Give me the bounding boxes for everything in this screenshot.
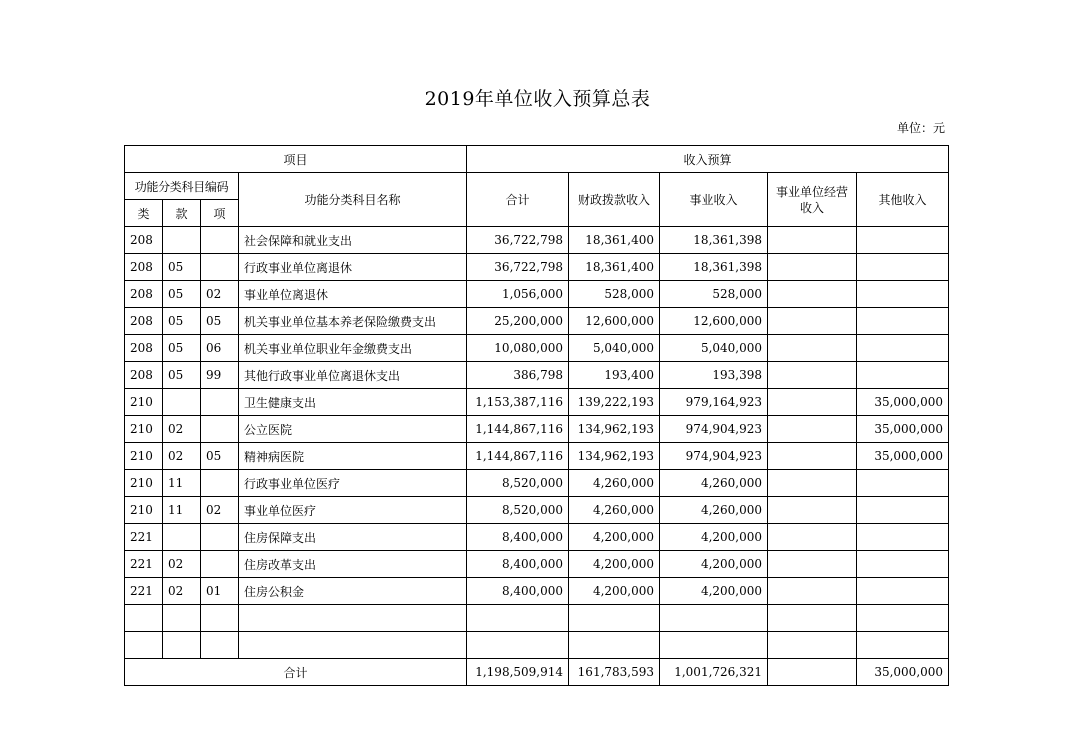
cell-xiang: 06	[201, 335, 239, 362]
cell-business: 193,398	[660, 362, 768, 389]
table-row	[125, 470, 949, 497]
cell-lei: 221	[125, 524, 163, 551]
cell-fiscal: 4,200,000	[569, 551, 660, 578]
cell-kuan: 05	[163, 308, 201, 335]
cell-other	[857, 497, 949, 524]
cell-xiang	[201, 254, 239, 281]
cell-total: 25,200,000	[467, 308, 569, 335]
header-lei: 类	[125, 200, 163, 227]
total-operating	[768, 659, 857, 686]
cell-fiscal: 139,222,193	[569, 389, 660, 416]
cell-kuan: 02	[163, 551, 201, 578]
cell-other: 35,000,000	[857, 416, 949, 443]
cell-total: 1,153,387,116	[467, 389, 569, 416]
cell-other	[857, 281, 949, 308]
cell-total: 8,520,000	[467, 470, 569, 497]
cell-name: 事业单位医疗	[239, 497, 467, 524]
cell-fiscal: 528,000	[569, 281, 660, 308]
cell-total: 10,080,000	[467, 335, 569, 362]
header-func-name: 功能分类科目名称	[239, 173, 467, 227]
cell-fiscal: 134,962,193	[569, 416, 660, 443]
cell-business: 12,600,000	[660, 308, 768, 335]
cell-name: 住房公积金	[239, 578, 467, 605]
cell-xiang	[201, 416, 239, 443]
cell-name: 社会保障和就业支出	[239, 227, 467, 254]
cell-total: 8,400,000	[467, 578, 569, 605]
cell-fiscal: 4,260,000	[569, 497, 660, 524]
cell-xiang	[201, 470, 239, 497]
cell-operating	[768, 389, 857, 416]
total-fiscal: 161,783,593	[569, 659, 660, 686]
cell-business: 4,200,000	[660, 524, 768, 551]
header-operating: 事业单位经营收入	[768, 173, 857, 227]
cell-operating	[768, 605, 857, 632]
cell-operating	[768, 578, 857, 605]
table-row	[125, 632, 949, 659]
cell-xiang: 02	[201, 281, 239, 308]
cell-operating	[768, 524, 857, 551]
cell-kuan: 05	[163, 254, 201, 281]
total-business: 1,001,726,321	[660, 659, 768, 686]
cell-business: 4,200,000	[660, 551, 768, 578]
cell-fiscal: 4,200,000	[569, 578, 660, 605]
cell-operating	[768, 227, 857, 254]
cell-name: 住房保障支出	[239, 524, 467, 551]
cell-name: 公立医院	[239, 416, 467, 443]
cell-lei: 208	[125, 335, 163, 362]
cell-other	[857, 308, 949, 335]
total-label: 合计	[125, 659, 467, 686]
cell-total: 1,144,867,116	[467, 443, 569, 470]
cell-other	[857, 632, 949, 659]
cell-operating	[768, 362, 857, 389]
cell-other	[857, 551, 949, 578]
cell-total: 386,798	[467, 362, 569, 389]
cell-business: 4,260,000	[660, 497, 768, 524]
table-row	[125, 227, 949, 254]
cell-total: 36,722,798	[467, 254, 569, 281]
cell-other	[857, 605, 949, 632]
unit-label: 单位：元	[896, 121, 945, 135]
table-row	[125, 605, 949, 632]
cell-kuan: 11	[163, 497, 201, 524]
cell-name: 精神病医院	[239, 443, 467, 470]
cell-fiscal: 12,600,000	[569, 308, 660, 335]
cell-xiang	[201, 551, 239, 578]
cell-operating	[768, 335, 857, 362]
cell-name: 其他行政事业单位离退休支出	[239, 362, 467, 389]
cell-fiscal: 18,361,400	[569, 227, 660, 254]
cell-fiscal: 134,962,193	[569, 443, 660, 470]
cell-lei: 210	[125, 470, 163, 497]
cell-lei: 221	[125, 578, 163, 605]
table-row	[125, 578, 949, 605]
cell-other	[857, 227, 949, 254]
total-sum: 1,198,509,914	[467, 659, 569, 686]
cell-other: 35,000,000	[857, 389, 949, 416]
cell-kuan	[163, 524, 201, 551]
header-other: 其他收入	[857, 173, 949, 227]
cell-lei: 210	[125, 389, 163, 416]
cell-xiang: 01	[201, 578, 239, 605]
cell-lei: 208	[125, 281, 163, 308]
cell-name: 卫生健康支出	[239, 389, 467, 416]
cell-lei: 210	[125, 497, 163, 524]
cell-xiang: 02	[201, 497, 239, 524]
cell-kuan: 11	[163, 470, 201, 497]
header-func-code: 功能分类科目编码	[125, 173, 239, 200]
cell-total	[467, 605, 569, 632]
cell-business	[660, 632, 768, 659]
cell-fiscal: 5,040,000	[569, 335, 660, 362]
cell-kuan	[163, 632, 201, 659]
cell-name: 住房改革支出	[239, 551, 467, 578]
cell-xiang: 05	[201, 443, 239, 470]
table-row	[125, 497, 949, 524]
cell-kuan: 05	[163, 362, 201, 389]
cell-lei: 208	[125, 362, 163, 389]
table-row	[125, 416, 949, 443]
cell-other	[857, 524, 949, 551]
cell-xiang	[201, 524, 239, 551]
cell-total: 1,144,867,116	[467, 416, 569, 443]
cell-total	[467, 632, 569, 659]
cell-lei: 208	[125, 227, 163, 254]
cell-fiscal: 18,361,400	[569, 254, 660, 281]
cell-operating	[768, 308, 857, 335]
cell-business: 979,164,923	[660, 389, 768, 416]
cell-kuan: 05	[163, 335, 201, 362]
cell-operating	[768, 551, 857, 578]
cell-business: 18,361,398	[660, 254, 768, 281]
cell-business: 974,904,923	[660, 443, 768, 470]
cell-fiscal	[569, 632, 660, 659]
table-row	[125, 389, 949, 416]
cell-business: 974,904,923	[660, 416, 768, 443]
table-row	[125, 281, 949, 308]
cell-total: 1,056,000	[467, 281, 569, 308]
cell-lei: 210	[125, 416, 163, 443]
income-budget-table	[124, 145, 949, 686]
cell-operating	[768, 254, 857, 281]
header-business: 事业收入	[660, 173, 768, 227]
cell-name: 行政事业单位医疗	[239, 470, 467, 497]
cell-fiscal: 4,200,000	[569, 524, 660, 551]
cell-operating	[768, 632, 857, 659]
cell-xiang	[201, 632, 239, 659]
table-row	[125, 362, 949, 389]
cell-total: 8,520,000	[467, 497, 569, 524]
header-fiscal: 财政拨款收入	[569, 173, 660, 227]
cell-name: 事业单位离退休	[239, 281, 467, 308]
cell-lei	[125, 632, 163, 659]
cell-fiscal: 193,400	[569, 362, 660, 389]
cell-total: 8,400,000	[467, 551, 569, 578]
cell-name	[239, 632, 467, 659]
header-row-2	[125, 173, 949, 200]
cell-xiang: 05	[201, 308, 239, 335]
cell-operating	[768, 497, 857, 524]
cell-lei: 210	[125, 443, 163, 470]
cell-fiscal: 4,260,000	[569, 470, 660, 497]
cell-operating	[768, 281, 857, 308]
cell-lei	[125, 605, 163, 632]
cell-lei: 208	[125, 308, 163, 335]
header-income-budget: 收入预算	[467, 146, 949, 173]
header-total: 合计	[467, 173, 569, 227]
table-row	[125, 443, 949, 470]
total-row	[125, 659, 949, 686]
cell-other	[857, 254, 949, 281]
cell-name: 行政事业单位离退休	[239, 254, 467, 281]
cell-operating	[768, 470, 857, 497]
cell-fiscal	[569, 605, 660, 632]
cell-xiang: 99	[201, 362, 239, 389]
cell-lei: 208	[125, 254, 163, 281]
cell-name	[239, 605, 467, 632]
cell-business: 5,040,000	[660, 335, 768, 362]
cell-total: 36,722,798	[467, 227, 569, 254]
cell-kuan: 05	[163, 281, 201, 308]
page-title: 2019年单位收入预算总表	[424, 88, 651, 110]
table-row	[125, 551, 949, 578]
table-row	[125, 335, 949, 362]
cell-business: 4,200,000	[660, 578, 768, 605]
header-kuan: 款	[163, 200, 201, 227]
header-item: 项目	[125, 146, 467, 173]
cell-kuan	[163, 605, 201, 632]
cell-kuan	[163, 227, 201, 254]
header-xiang: 项	[201, 200, 239, 227]
header-row-1	[125, 146, 949, 173]
cell-xiang	[201, 389, 239, 416]
cell-kuan: 02	[163, 416, 201, 443]
cell-name: 机关事业单位基本养老保险缴费支出	[239, 308, 467, 335]
cell-kuan: 02	[163, 578, 201, 605]
cell-business: 18,361,398	[660, 227, 768, 254]
cell-other	[857, 362, 949, 389]
table-row	[125, 254, 949, 281]
cell-operating	[768, 443, 857, 470]
cell-other	[857, 470, 949, 497]
cell-operating	[768, 416, 857, 443]
cell-business: 4,260,000	[660, 470, 768, 497]
cell-xiang	[201, 227, 239, 254]
cell-name: 机关事业单位职业年金缴费支出	[239, 335, 467, 362]
cell-other	[857, 335, 949, 362]
cell-kuan: 02	[163, 443, 201, 470]
cell-other	[857, 578, 949, 605]
table-row	[125, 308, 949, 335]
cell-business: 528,000	[660, 281, 768, 308]
cell-other: 35,000,000	[857, 443, 949, 470]
cell-xiang	[201, 605, 239, 632]
table-row	[125, 524, 949, 551]
cell-kuan	[163, 389, 201, 416]
cell-lei: 221	[125, 551, 163, 578]
cell-total: 8,400,000	[467, 524, 569, 551]
total-other: 35,000,000	[857, 659, 949, 686]
cell-business	[660, 605, 768, 632]
